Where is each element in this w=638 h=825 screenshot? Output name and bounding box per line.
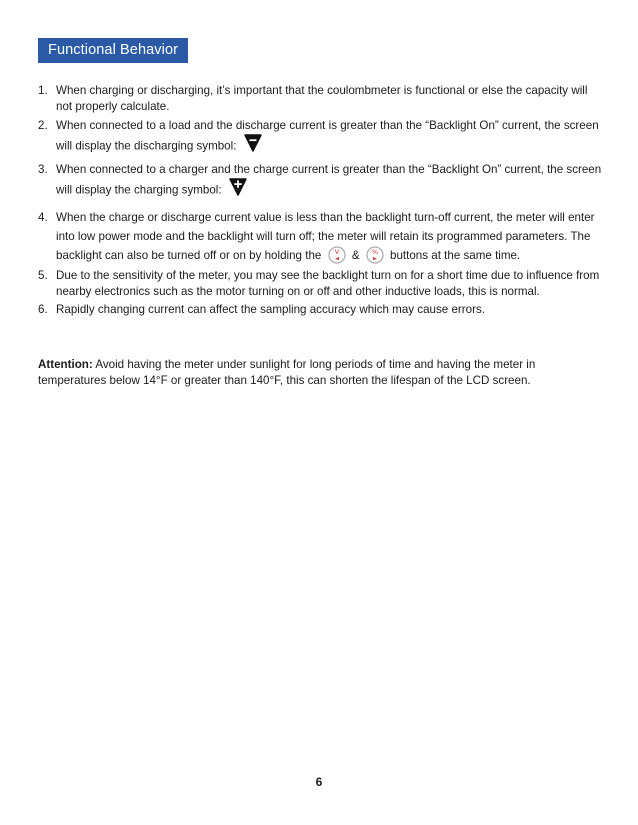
attention-label: Attention: <box>38 358 93 371</box>
page-number: 6 <box>315 775 323 789</box>
item-number: 6. <box>38 303 48 316</box>
percent-button-icon <box>366 246 384 264</box>
connector-text: & <box>351 249 360 262</box>
item-number: 4. <box>38 211 48 224</box>
item-text: When connected to a load and the discharge current is greater than the “Backlight On” current, the screen will display the discharging symbol: <box>56 119 599 152</box>
item-text: Rapidly changing current can affect the sampling accuracy which may cause errors. <box>56 303 485 316</box>
item-text: When connected to a charger and the charge current is greater than the “Backlight On” current, the screen will display the charging symbol: <box>56 163 602 196</box>
section-heading: Functional Behavior <box>38 38 188 63</box>
list-item <box>38 118 604 158</box>
discharging-symbol-icon <box>243 133 263 158</box>
item-number: 5. <box>38 269 48 282</box>
attention-text: Avoid having the meter under sunlight for long periods of time and having the meter in temperatures below 14°F or greater than 140°F, this can shorten the lifespan of the LCD screen. <box>38 358 536 387</box>
list-item <box>38 162 604 202</box>
list-item <box>38 302 604 318</box>
behavior-list <box>38 83 604 318</box>
list-item <box>38 208 604 265</box>
item-text: When charging or discharging, it’s important that the coulombmeter is functional or else the capacity will not properly calculate. <box>56 84 588 113</box>
v-button-label: V <box>334 247 339 256</box>
charging-symbol-icon <box>228 177 248 202</box>
list-item <box>38 268 604 299</box>
item-number: 3. <box>38 163 48 176</box>
list-item <box>38 83 604 114</box>
item-number: 2. <box>38 119 48 132</box>
item-number: 1. <box>38 84 48 97</box>
attention-note <box>38 357 604 388</box>
percent-button-label: % <box>371 247 378 256</box>
item-text: When the charge or discharge current value is less than the backlight turn-off current, the meter will enter into low power mode and the backlight will turn off; the meter will retain its programmed parameters. The backlight can also be turned off or on by holding the <box>56 211 595 262</box>
v-button-icon <box>328 246 346 264</box>
item-text: Due to the sensitivity of the meter, you may see the backlight turn on for a short time due to influence from nearby electronics such as the motor turning on or off and other inductive loads, this is normal. <box>56 269 600 298</box>
item-text-end: buttons at the same time. <box>390 249 521 262</box>
